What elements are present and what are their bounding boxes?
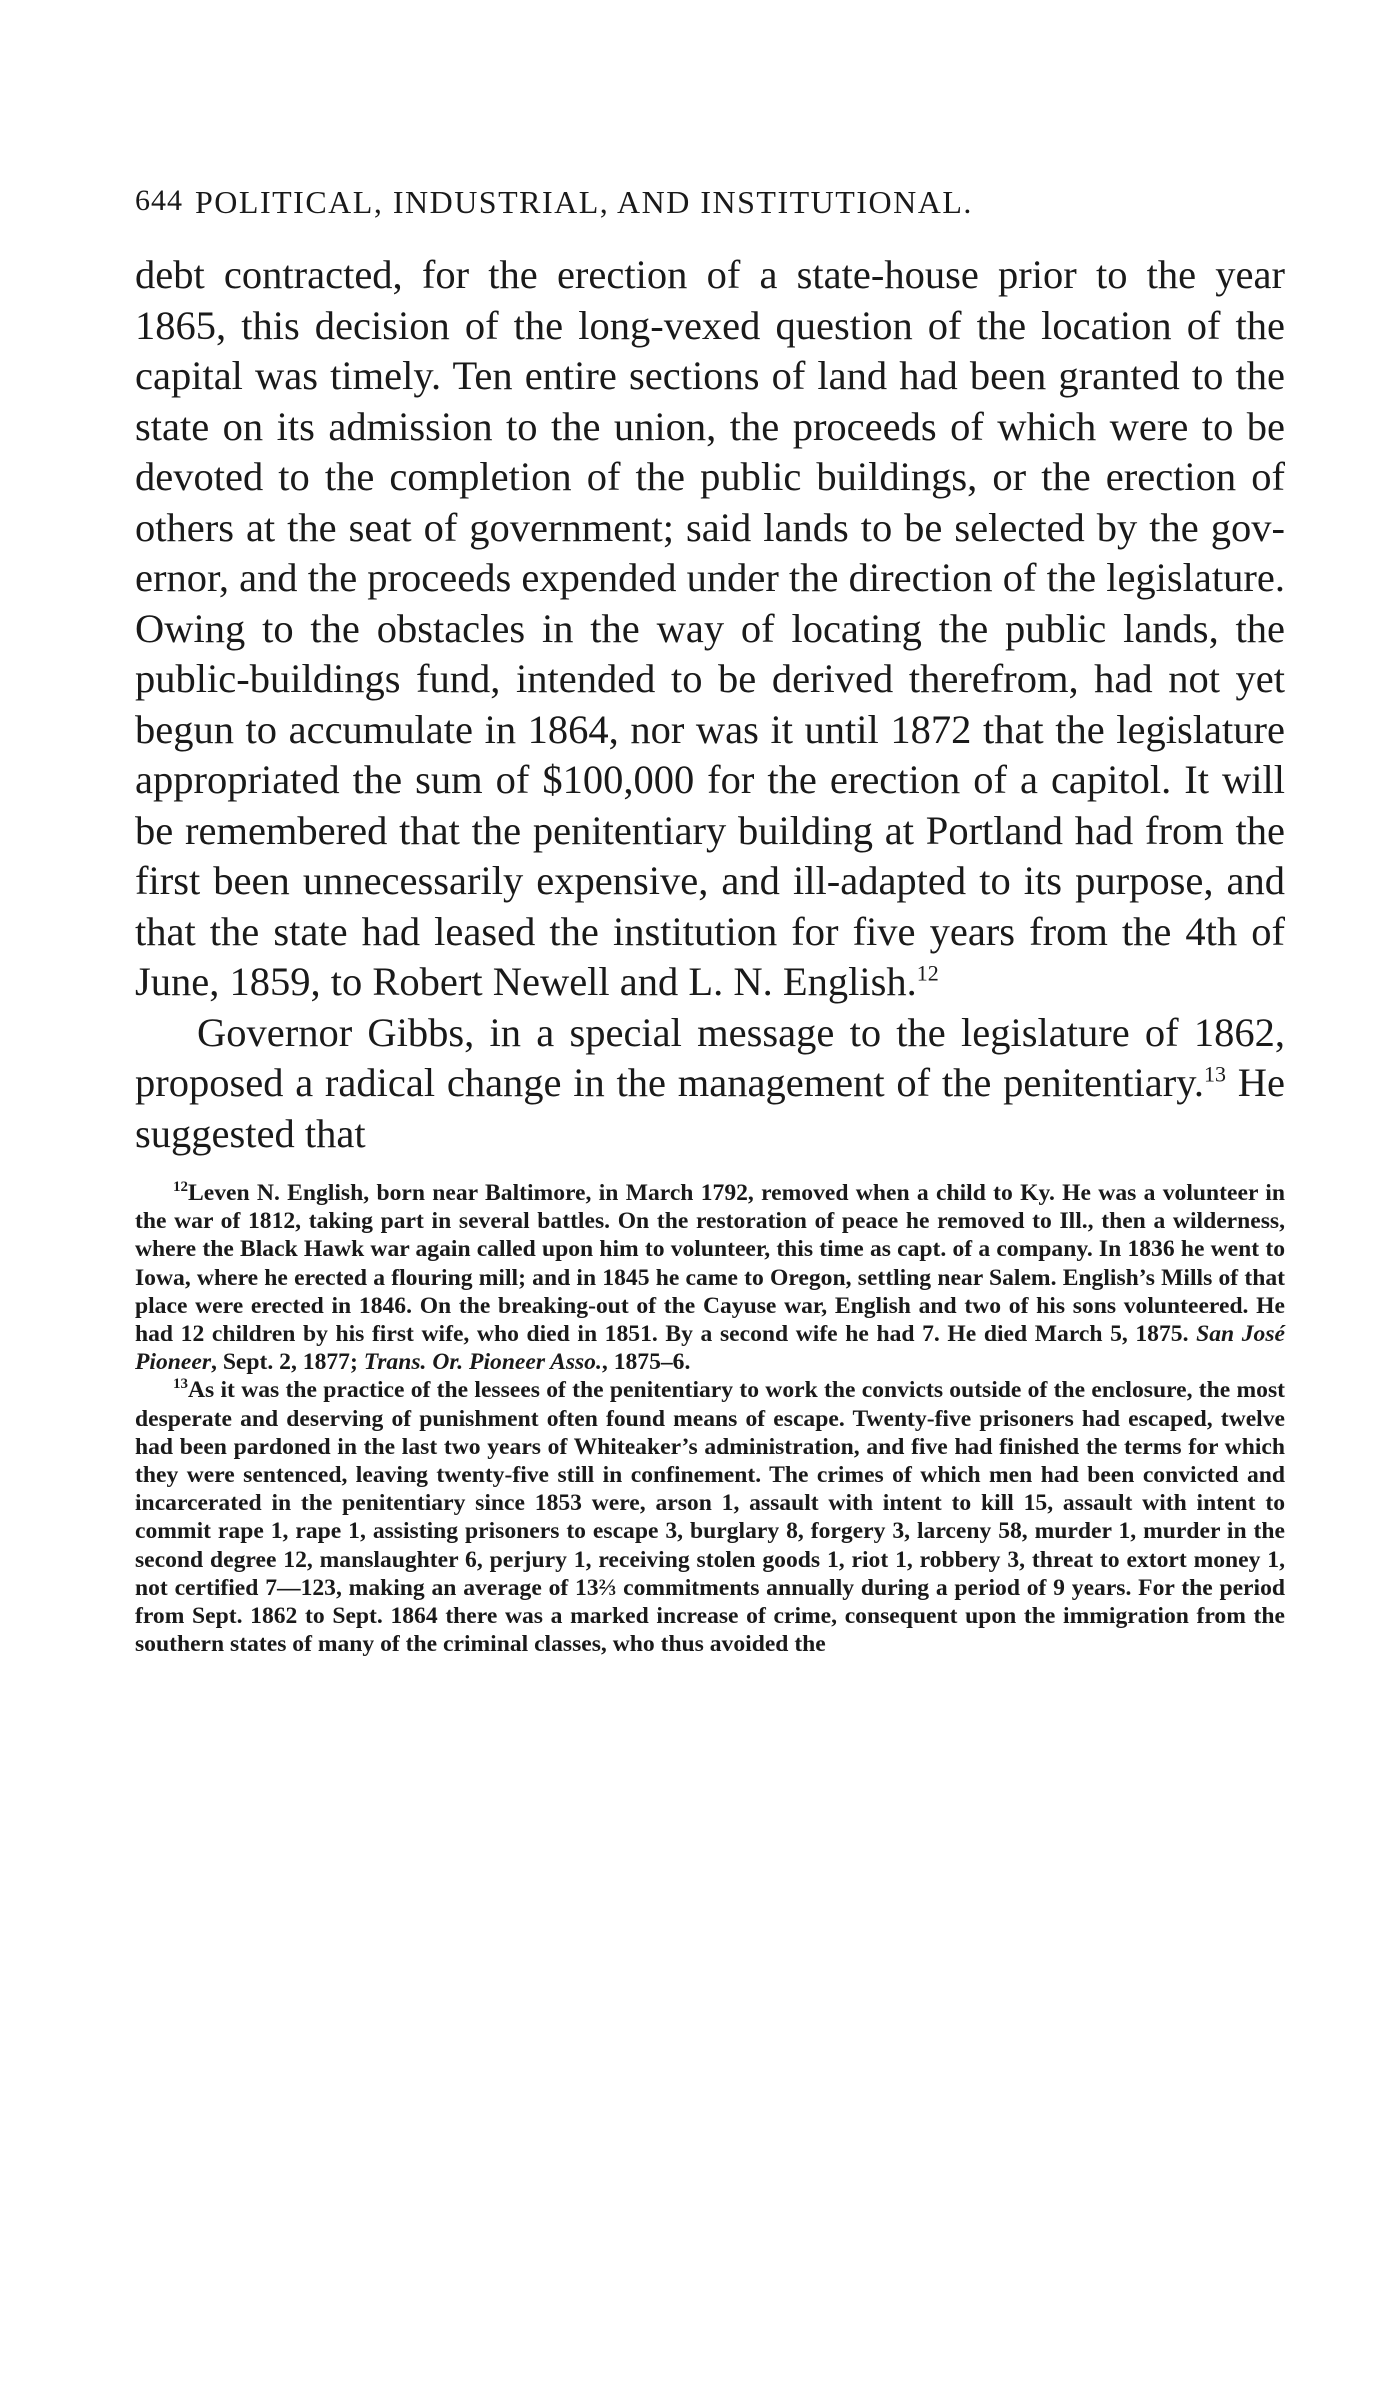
paragraph-2-text-b: He suggested that [135, 1060, 1285, 1156]
running-header [135, 170, 1285, 220]
footnote-13-text: As it was the practice of the lessees of the penitentiary to work the convicts outside of the enclosure, the most desperate and deserving of punishment often found means of escape. Twenty-five prisoners had escaped, twelve had been pardoned in the last two years of Whiteaker’s administration, and five had finished the terms for which they were sentenced, leaving twenty-five still in confinement. The crimes of which men had been convicted and incarcerated in the penitentiary since 1853 were, arson 1, assault with intent to kill 15, assault with intent to commit rape 1, rape 1, assisting prisoners to escape 3, burglary 8, forgery 3, larceny 58, murder 1, murder in the second degree 12, manslaughter 6, perjury 1, receiving stolen goods 1, riot 1, robbery 3, threat to extort money 1, not certified 7—123, making an average of 13⅔ commitments annually during a period of 9 years. For the period from Sept. 1862 to Sept. 1864 there was a marked increase of crime, consequent upon the immigration from the southern states of many of the criminal classes, who thus avoided the [135, 1377, 1285, 1658]
paragraph-1-text: debt contracted, for the erection of a state-house prior to the year 1865, this decision of the long-vexed question of the location of the capital was timely. Ten entire sections of land had been granted to the state on its admission to the union, the proceeds of which were to be devoted to the completion of the public buildings, or the erection of others at the seat of government; said lands to be selected by the governor, and the proceeds expended under the direction of the legislature. Owing to the obstacles in the way of locating the public lands, the public-buildings fund, intended to be derived therefrom, had not yet begun to accumulate in 1864, nor was it until 1872 that the legislature appropriated the sum of $100,000 for the erection of a capitol. It will be remembered that the penitentiary building at Portland had from the first been unnecessarily expensive, and ill-adapted to its purpose, and that the state had leased the institution for five years from the 4th of June, 1859, to Robert Newell and L. N. English. [135, 252, 1285, 1004]
footnote-ref-13[interactable]: 13 [1204, 1061, 1227, 1087]
footnotes [135, 1179, 1285, 1658]
paragraph-2 [135, 1008, 1285, 1160]
footnote-ref-12[interactable]: 12 [916, 960, 939, 986]
footnote-13-number: 13 [173, 1376, 188, 1393]
footnote-12-citation-1: San José Pioneer [135, 1321, 1285, 1376]
paragraph-1 [135, 250, 1285, 1008]
paragraph-2-text-a: Governor Gibbs, in a special message to the legislature of 1862, proposed a radical change in the management of the penitentiary. [135, 1009, 1285, 1105]
footnote-12 [135, 1179, 1285, 1376]
body-text [135, 250, 1285, 1159]
page-number: 644 [135, 184, 183, 217]
footnote-12-number: 12 [173, 1179, 188, 1196]
footnote-12-text-a: Leven N. English, born near Baltimore, in March 1792, removed when a child to Ky. He was a volunteer in the war of 1812, taking part in several battles. On the restoration of peace he removed to Ill., then a wilderness, where the Black Hawk war again called upon him to volunteer, this time as capt. of a company. In 1836 he went to Iowa, where he erected a flouring mill; and in 1845 he came to Oregon, settling near Salem. English’s Mills of that place were erected in 1846. On the breaking-out of the Cayuse war, English and two of his sons volunteered. He had 12 children by his first wife, who died in 1851. By a second wife he had 7. He died March 5, 1875. [135, 1180, 1285, 1348]
footnote-12-text-b: , Sept. 2, 1877; [211, 1349, 364, 1376]
footnote-12-citation-2: Trans. Or. Pioneer Asso. [363, 1349, 602, 1376]
page [135, 170, 1285, 1658]
footnote-13 [135, 1376, 1285, 1658]
footnote-12-text-c: , 1875–6. [601, 1349, 691, 1376]
running-title: POLITICAL, INDUSTRIAL, AND INSTITUTIONAL. [195, 184, 973, 220]
